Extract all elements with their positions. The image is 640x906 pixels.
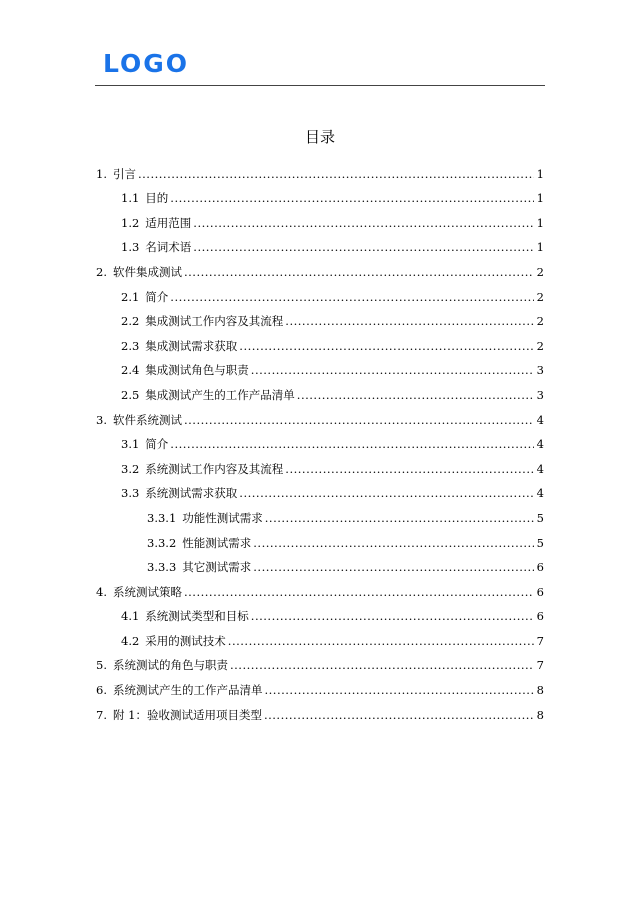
toc-entry[interactable] bbox=[96, 280, 544, 305]
toc-entry-number: 2.2 bbox=[121, 314, 140, 329]
toc-entry[interactable] bbox=[96, 501, 544, 526]
toc-entry-title: 适用范围 bbox=[145, 215, 192, 230]
toc-dot-leader bbox=[264, 682, 534, 698]
toc-entry-number: 1.2 bbox=[121, 215, 140, 230]
toc-dot-leader bbox=[184, 412, 534, 428]
toc-entry-number: 3.3 bbox=[121, 486, 140, 501]
toc-entry-page: 3 bbox=[536, 387, 544, 402]
toc-entry-page: 8 bbox=[536, 683, 544, 698]
toc-dot-leader bbox=[138, 166, 534, 182]
toc-entry-title: 系统测试工作内容及其流程 bbox=[145, 461, 284, 476]
table-of-contents bbox=[96, 157, 544, 723]
toc-entry-title: 功能性测试需求 bbox=[182, 510, 263, 525]
toc-entry[interactable] bbox=[96, 698, 544, 723]
toc-dot-leader bbox=[170, 289, 534, 305]
toc-entry-number: 2. bbox=[96, 264, 107, 279]
toc-entry-number: 3.3.3 bbox=[147, 560, 177, 575]
toc-entry-title: 目的 bbox=[145, 191, 169, 206]
toc-entry-title: 系统测试类型和目标 bbox=[145, 609, 249, 624]
toc-entry[interactable] bbox=[96, 305, 544, 330]
toc-entry-number: 2.4 bbox=[121, 363, 140, 378]
toc-dot-leader bbox=[285, 461, 534, 477]
toc-entry-page: 6 bbox=[536, 584, 544, 599]
toc-entry-title: 引言 bbox=[112, 166, 136, 181]
toc-entry-title: 集成测试产生的工作产品清单 bbox=[145, 387, 295, 402]
toc-entry[interactable] bbox=[96, 157, 544, 182]
toc-entry-title: 简介 bbox=[145, 289, 169, 304]
toc-entry-page: 4 bbox=[536, 412, 544, 427]
toc-entry-number: 4.2 bbox=[121, 633, 140, 648]
toc-entry[interactable] bbox=[96, 452, 544, 477]
toc-entry-title: 集成测试需求获取 bbox=[145, 338, 238, 353]
toc-dot-leader bbox=[170, 190, 534, 206]
toc-entry-title: 简介 bbox=[145, 437, 169, 452]
toc-dot-leader bbox=[193, 215, 534, 231]
toc-entry-title: 系统测试产生的工作产品清单 bbox=[112, 683, 263, 698]
toc-dot-leader bbox=[184, 264, 534, 280]
toc-entry-page: 2 bbox=[536, 338, 544, 353]
toc-entry-title: 系统测试需求获取 bbox=[145, 486, 238, 501]
toc-entry-page: 4 bbox=[536, 437, 544, 452]
toc-entry[interactable] bbox=[96, 354, 544, 379]
toc-title: 目录 bbox=[304, 128, 335, 146]
toc-dot-leader bbox=[230, 657, 534, 673]
toc-entry-title: 附 1：验收测试适用项目类型 bbox=[112, 707, 262, 722]
toc-entry-number: 2.5 bbox=[121, 387, 140, 402]
toc-entry-number: 7. bbox=[96, 707, 107, 722]
toc-entry-page: 1 bbox=[536, 215, 544, 230]
toc-entry-page: 3 bbox=[536, 363, 544, 378]
toc-entry-title: 集成测试工作内容及其流程 bbox=[145, 314, 284, 329]
toc-entry-number: 5. bbox=[96, 658, 107, 673]
toc-entry-page: 7 bbox=[536, 633, 544, 648]
toc-dot-leader bbox=[239, 485, 534, 501]
toc-entry-title: 其它测试需求 bbox=[182, 560, 252, 575]
toc-entry-page: 6 bbox=[536, 609, 544, 624]
toc-entry-number: 1. bbox=[96, 166, 107, 181]
toc-dot-leader bbox=[251, 362, 534, 378]
toc-entry-page: 8 bbox=[536, 707, 544, 722]
toc-entry[interactable] bbox=[96, 182, 544, 207]
toc-entry-title: 性能测试需求 bbox=[182, 535, 252, 550]
toc-entry-number: 3.1 bbox=[121, 437, 140, 452]
toc-dot-leader bbox=[193, 239, 534, 255]
toc-dot-leader bbox=[228, 633, 534, 649]
toc-entry-page: 2 bbox=[536, 264, 544, 279]
toc-entry-number: 6. bbox=[96, 683, 107, 698]
header-divider bbox=[95, 85, 545, 86]
toc-entry[interactable] bbox=[96, 600, 544, 625]
toc-entry-page: 4 bbox=[536, 461, 544, 476]
toc-entry[interactable] bbox=[96, 329, 544, 354]
toc-entry-number: 3. bbox=[96, 412, 107, 427]
toc-entry-page: 4 bbox=[536, 486, 544, 501]
toc-entry-page: 5 bbox=[536, 535, 544, 550]
toc-entry-title: 名词术语 bbox=[145, 240, 192, 255]
toc-entry[interactable] bbox=[96, 551, 544, 576]
toc-entry-page: 7 bbox=[536, 658, 544, 673]
toc-entry[interactable] bbox=[96, 673, 544, 698]
toc-entry-title: 软件系统测试 bbox=[112, 412, 182, 427]
toc-entry[interactable] bbox=[96, 206, 544, 231]
toc-entry-title: 系统测试策略 bbox=[112, 584, 182, 599]
toc-entry-number: 4. bbox=[96, 584, 107, 599]
toc-entry-title: 集成测试角色与职责 bbox=[145, 363, 249, 378]
toc-entry[interactable] bbox=[96, 428, 544, 453]
toc-dot-leader bbox=[265, 510, 534, 526]
toc-entry-page: 5 bbox=[536, 510, 544, 525]
toc-entry-page: 1 bbox=[536, 191, 544, 206]
toc-entry-page: 2 bbox=[536, 289, 544, 304]
toc-entry-title: 软件集成测试 bbox=[112, 264, 182, 279]
toc-entry[interactable] bbox=[96, 255, 544, 280]
toc-entry[interactable] bbox=[96, 649, 544, 674]
toc-entry[interactable] bbox=[96, 624, 544, 649]
toc-entry-page: 1 bbox=[536, 240, 544, 255]
toc-dot-leader bbox=[251, 608, 534, 624]
toc-dot-leader bbox=[184, 584, 534, 600]
toc-entry-title: 系统测试的角色与职责 bbox=[112, 658, 228, 673]
toc-entry-number: 1.3 bbox=[121, 240, 140, 255]
toc-entry[interactable] bbox=[96, 477, 544, 502]
toc-entry-page: 1 bbox=[536, 166, 544, 181]
toc-entry-number: 3.2 bbox=[121, 461, 140, 476]
toc-entry-title: 采用的测试技术 bbox=[145, 633, 226, 648]
logo: LOGO bbox=[103, 49, 190, 78]
toc-dot-leader bbox=[253, 535, 534, 551]
toc-dot-leader bbox=[297, 387, 534, 403]
toc-entry[interactable] bbox=[96, 526, 544, 551]
toc-dot-leader bbox=[170, 436, 534, 452]
toc-entry-number: 4.1 bbox=[121, 609, 140, 624]
toc-entry-number: 3.3.1 bbox=[147, 510, 177, 525]
toc-entry-number: 1.1 bbox=[121, 191, 140, 206]
toc-entry-number: 2.3 bbox=[121, 338, 140, 353]
toc-entry-page: 6 bbox=[536, 560, 544, 575]
toc-entry-number: 3.3.2 bbox=[147, 535, 177, 550]
toc-dot-leader bbox=[285, 313, 534, 329]
toc-entry[interactable] bbox=[96, 231, 544, 256]
toc-dot-leader bbox=[253, 559, 534, 575]
toc-dot-leader bbox=[239, 338, 534, 354]
toc-entry[interactable] bbox=[96, 403, 544, 428]
toc-entry-page: 2 bbox=[536, 314, 544, 329]
toc-entry[interactable] bbox=[96, 378, 544, 403]
toc-dot-leader bbox=[264, 707, 534, 723]
toc-entry-number: 2.1 bbox=[121, 289, 140, 304]
toc-entry[interactable] bbox=[96, 575, 544, 600]
